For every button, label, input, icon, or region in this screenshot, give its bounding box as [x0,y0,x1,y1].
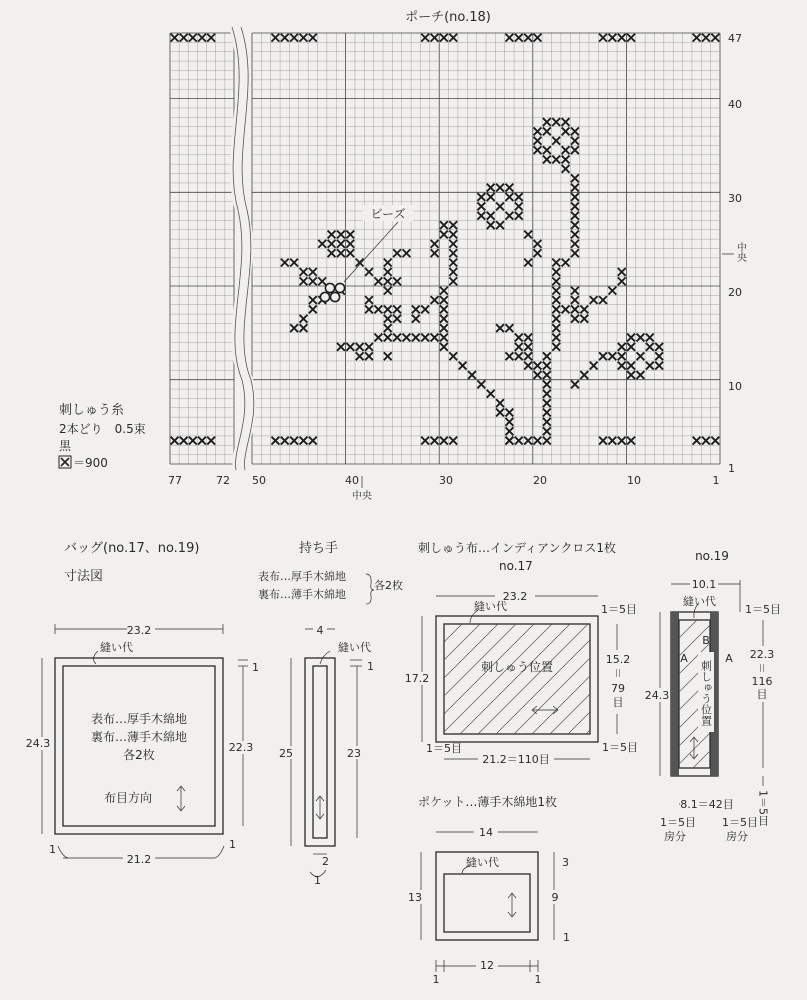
bag-title: バッグ(no.17、no.19) [64,541,200,556]
pocket-margin-top: 3 [562,856,569,869]
no19-height-cm: 22.3 [749,648,775,661]
stitch-grid [170,27,720,470]
no19-width-bottom: 8.1＝42目 [680,798,734,811]
embroidery-height-outer: 17.2 [404,672,430,685]
pocket-margin-br: 1 [534,973,542,986]
legend-color: 黒 [59,439,72,453]
no19-margin-top: 1＝5目 [745,603,781,616]
pocket-seam-label: 縫い代 [466,856,499,869]
bag-subtitle: 寸法図 [64,569,104,584]
bag-width-top: 23.2 [126,624,152,637]
handle-outer-fabric: 表布…厚手木綿地 [258,570,346,583]
pocket-margin-bottom: 1 [563,931,570,944]
no19-height-unit: 目 [756,688,768,701]
x-tick-20: 20 [533,474,547,487]
y-tick-10: 10 [728,380,742,393]
handle-count: 各2枚 [374,579,403,592]
bag-margin-right: 1 [229,838,236,851]
no19-label-a-right: A [725,652,733,665]
no19-height-stitches: 116 [751,675,773,688]
y-tick-40: 40 [728,98,742,111]
pocket-diagram [421,832,554,972]
pocket-height: 13 [408,891,422,904]
handle-seam-label: 縫い代 [338,641,371,654]
bag-width-bottom: 21.2 [126,853,152,866]
bag-height-inner: 22.3 [228,741,254,754]
no19-label-b: B [702,634,710,647]
chart-title: ポーチ(no.18) [405,10,491,25]
embroidery-seam-label: 縫い代 [474,600,507,613]
bag-grain-label: 布目方向 [104,791,153,805]
bag-inner-fabric: 裏布…薄手木綿地 [90,730,188,744]
embroidery-height-unit: 目 [612,696,624,709]
x-tick-1: 1 [712,474,720,487]
y-tick-47: 47 [728,32,742,45]
handle-title: 持ち手 [299,541,339,556]
bag-seam-label: 縫い代 [100,641,133,654]
embroidery-height-eq: ＝ [611,667,624,679]
no19-title: no.19 [695,549,729,563]
y-tick-30: 30 [728,192,742,205]
embroidery-margin-left: 1＝5目 [426,742,462,755]
pocket-margin-bl: 1 [432,973,440,986]
x-tick-10: 10 [627,474,641,487]
legend-title: 刺しゅう糸 [59,403,125,418]
bag-outer-fabric: 表布…厚手木綿地 [90,712,188,726]
no19-position-label: 刺しゅう位置 [699,660,713,726]
legend-cross-icon [59,456,71,468]
x-tick-50: 50 [252,474,266,487]
center-label-bottom: 中央 [352,491,372,502]
no19-fringe-left-b: 房分 [664,830,686,843]
bag-margin-top: 1 [252,661,259,674]
x-tick-40: 40 [345,474,359,487]
embroidery-width-top: 23.2 [502,590,528,603]
no19-fringe-right-a: 1＝5目 [722,816,758,829]
legend-thread-number: ＝900 [73,456,108,470]
handle-width: 4 [316,624,324,637]
no19-seam-label: 縫い代 [683,595,716,608]
no19-width: 10.1 [691,578,717,591]
no19-fringe-right-b: 房分 [726,830,748,843]
handle-height-inner: 23 [347,747,361,760]
embroidery-width-bottom: 21.2＝110目 [482,753,550,766]
embroidery-title: 刺しゅう布…インディアンクロス1枚 [418,541,616,555]
pocket-title: ポケット…薄手木綿地1枚 [418,795,558,809]
x-tick-30: 30 [439,474,453,487]
embroidery-height-stitches: 79 [611,682,625,695]
pocket-inner-width: 12 [480,959,494,972]
handle-fold-width: 2 [322,855,329,868]
no19-height-outer: 24.3 [644,689,670,702]
no19-margin-side: 1＝5目 [756,790,770,826]
y-tick-20: 20 [728,286,742,299]
bead-label: ビーズ [370,207,406,221]
pocket-width: 14 [479,826,493,839]
bag-count: 各2枚 [123,748,155,762]
handle-margin-top: 1 [367,660,374,673]
bag-margin-left: 1 [49,843,56,856]
embroidery-margin-right: 1＝5目 [602,741,638,754]
no19-label-a-left: A [680,652,688,665]
handle-height-outer: 25 [279,747,293,760]
y-tick-1: 1 [728,462,735,475]
x-tick-72: 72 [216,474,230,487]
x-tick-77: 77 [168,474,182,487]
handle-inner-fabric: 裏布…薄手木綿地 [258,588,346,601]
grain-arrow-icon [177,786,185,811]
embroidery-sub: no.17 [499,559,533,573]
legend-strands: 2本どり 0.5束 [59,422,146,436]
embroidery-position-label: 刺しゅう位置 [480,660,554,674]
pocket-inner-height: 9 [551,891,559,904]
no19-fringe-left-a: 1＝5目 [660,816,696,829]
bag-height-outer: 24.3 [25,737,51,750]
no19-height-eq: ＝ [755,662,768,674]
center-label-right: 中央 [734,242,746,262]
handle-margin-bottom: 1 [314,874,321,887]
embroidery-margin-top: 1＝5目 [601,603,637,616]
embroidery-height-cm: 15.2 [605,653,631,666]
